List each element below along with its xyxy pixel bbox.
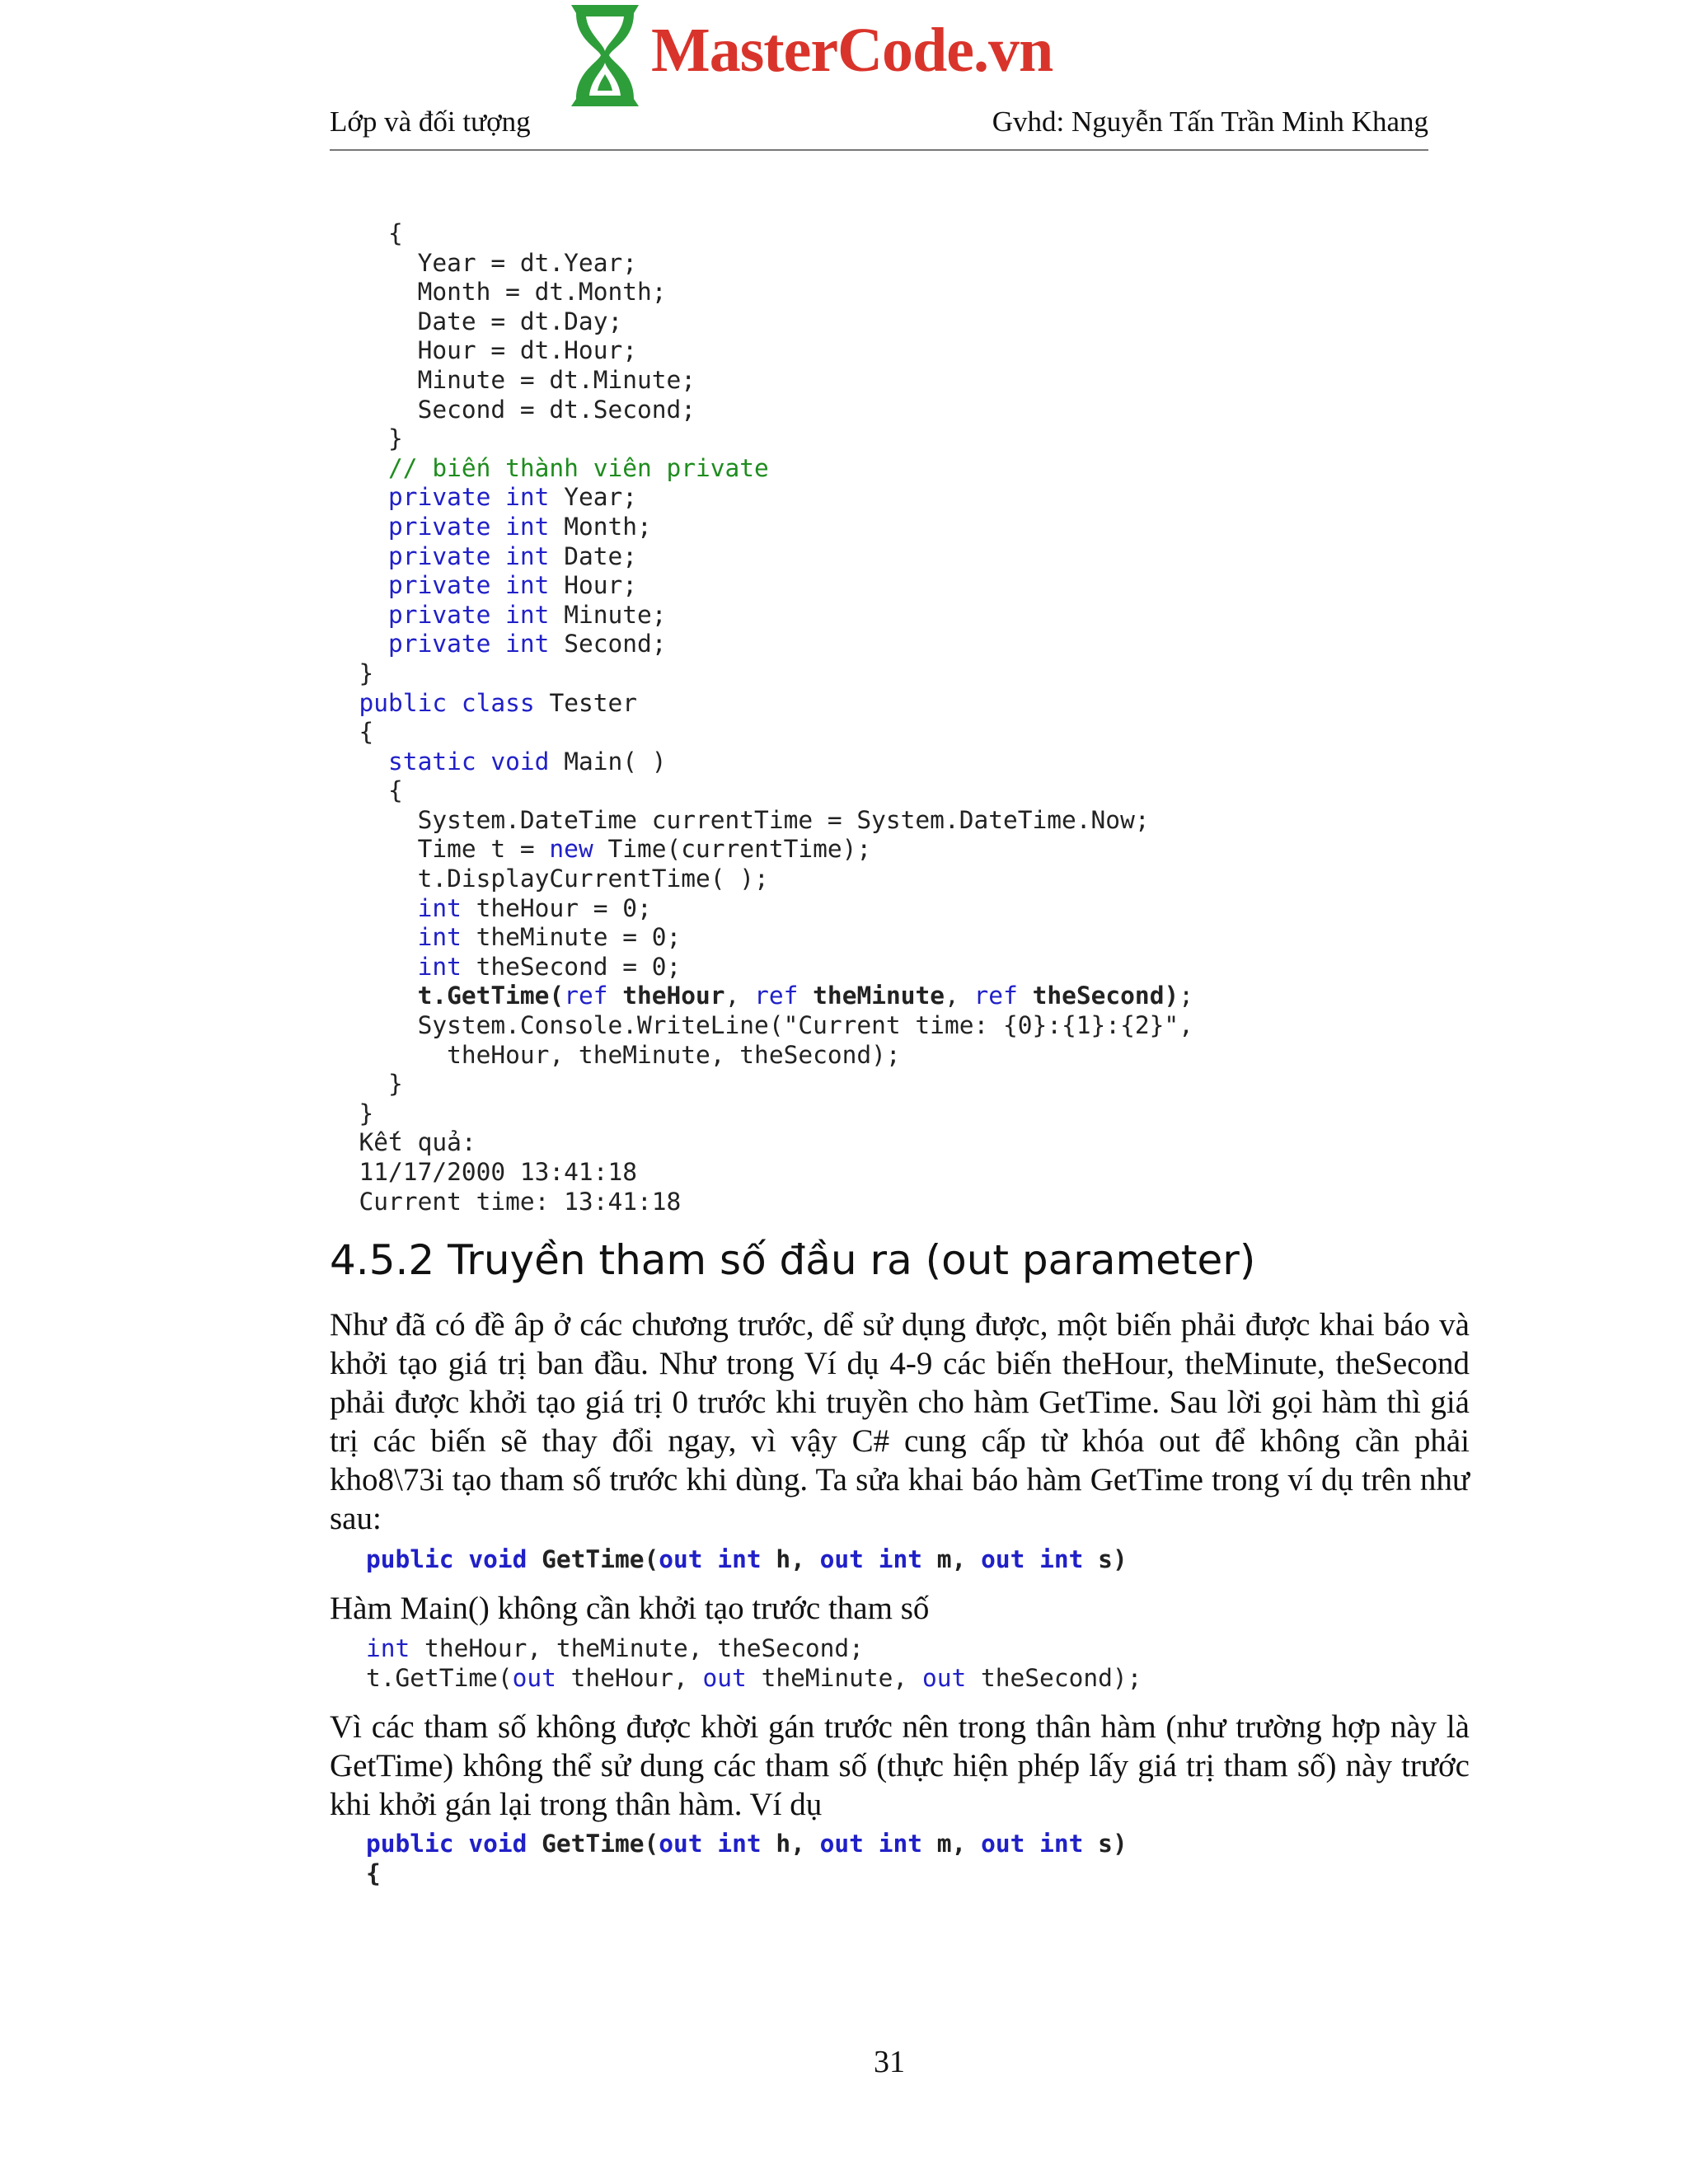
- code-line: int theSecond = 0;: [417, 952, 682, 981]
- code-line: static void Main( ): [388, 747, 667, 776]
- code-line: int theHour, theMinute, theSecond;: [366, 1634, 864, 1662]
- code-line: System.DateTime currentTime = System.DateTime.Now;: [330, 805, 1150, 834]
- code-line: private int Minute;: [388, 600, 667, 629]
- code-line: }: [330, 1099, 374, 1127]
- code-line: public void GetTime(out int h, out int m, out int s): [366, 1545, 1128, 1573]
- section-heading: 4.5.2 Truyền tham số đầu ra (out parameter): [330, 1236, 1256, 1284]
- code-line: theHour, theMinute, theSecond);: [330, 1040, 901, 1069]
- code-line: Current time: 13:41:18: [330, 1187, 682, 1216]
- code-signature-example: [366, 1830, 1128, 1888]
- code-line: Minute = dt.Minute;: [330, 365, 696, 394]
- code-line: t.GetTime(ref theHour, ref theMinute, ref theSecond);: [417, 982, 1193, 1010]
- code-line: Hour = dt.Hour;: [330, 336, 637, 365]
- code-line: // biến thành viên private: [330, 453, 769, 482]
- paragraph-out-intro: Như đã có đề âp ở các chương trước, dể sử dụng được, một biến phải được khai báo và khởi tạo giá trị ban đầu. Như trong Ví dụ 4-9 các biến theHour, theMinute, theSecond phải được khởi tạo giá trị 0 trước khi truyền cho hàm GetTime. Sau lời gọi hàm thì giá trị các biến sẽ thay đổi ngay, vì vậy C# cung cấp từ khóa out để không cần phải kho8\73i tạo tham số trước khi dùng. Ta sửa khai báo hàm GetTime trong ví dụ trên như sau:: [330, 1307, 1470, 1536]
- code-line: Second = dt.Second;: [330, 395, 696, 424]
- code-line: {: [330, 776, 403, 805]
- code-line: {: [366, 1858, 381, 1887]
- logo-text: MasterCode.vn: [651, 16, 1053, 85]
- header-divider: [330, 149, 1428, 151]
- code-line: t.GetTime(out theHour, out theMinute, out theSecond);: [366, 1663, 1142, 1692]
- code-block-call: [366, 1634, 1142, 1693]
- code-line: private int Date;: [388, 541, 638, 570]
- code-line: System.Console.WriteLine("Current time: {0}:{1}:{2}",: [330, 1011, 1193, 1040]
- code-line: {: [330, 718, 374, 747]
- code-line: Kết quả:: [330, 1128, 476, 1157]
- code-line: public void GetTime(out int h, out int m, out int s): [366, 1830, 1128, 1858]
- code-line: int theHour = 0;: [417, 893, 652, 922]
- code-line: t.DisplayCurrentTime( );: [330, 865, 769, 893]
- header-instructor: Gvhd: Nguyễn Tấn Trần Minh Khang: [992, 105, 1428, 138]
- code-line: private int Second;: [388, 630, 667, 658]
- header-chapter-title: Lớp và đối tượng: [330, 105, 531, 138]
- code-line: private int Year;: [388, 483, 638, 512]
- paragraph-out-restriction: Vì các tham số không được khời gán trước nên trong thân hàm (như trường hợp này là GetTime) không thể sử dung các tham số (thực hiện phép lấy giá trị tham số) này trước khi khởi gán lại trong thân hàm. Ví dụ: [330, 1709, 1470, 1822]
- code-line: int theMinute = 0;: [417, 923, 682, 952]
- code-line: Date = dt.Day;: [330, 307, 623, 335]
- code-line: public class Tester: [359, 688, 638, 717]
- code-line: Year = dt.Year;: [330, 248, 637, 277]
- code-line: {: [330, 219, 403, 247]
- code-line: 11/17/2000 13:41:18: [330, 1158, 637, 1186]
- code-line: private int Hour;: [388, 571, 638, 600]
- code-line: private int Month;: [388, 512, 652, 541]
- code-line: }: [330, 424, 403, 453]
- code-block-main: [330, 219, 1193, 1216]
- page-number: 31: [874, 2045, 905, 2079]
- code-signature-out: [366, 1545, 1128, 1575]
- hourglass-icon: [565, 0, 645, 111]
- code-line: Time t = new Time(currentTime);: [330, 835, 872, 864]
- paragraph-main-note: Hàm Main() không cần khởi tạo trước tham số: [330, 1591, 930, 1626]
- code-line: }: [330, 1070, 403, 1099]
- code-line: }: [330, 658, 374, 687]
- site-logo: [565, 0, 1109, 111]
- code-line: Month = dt.Month;: [330, 278, 667, 307]
